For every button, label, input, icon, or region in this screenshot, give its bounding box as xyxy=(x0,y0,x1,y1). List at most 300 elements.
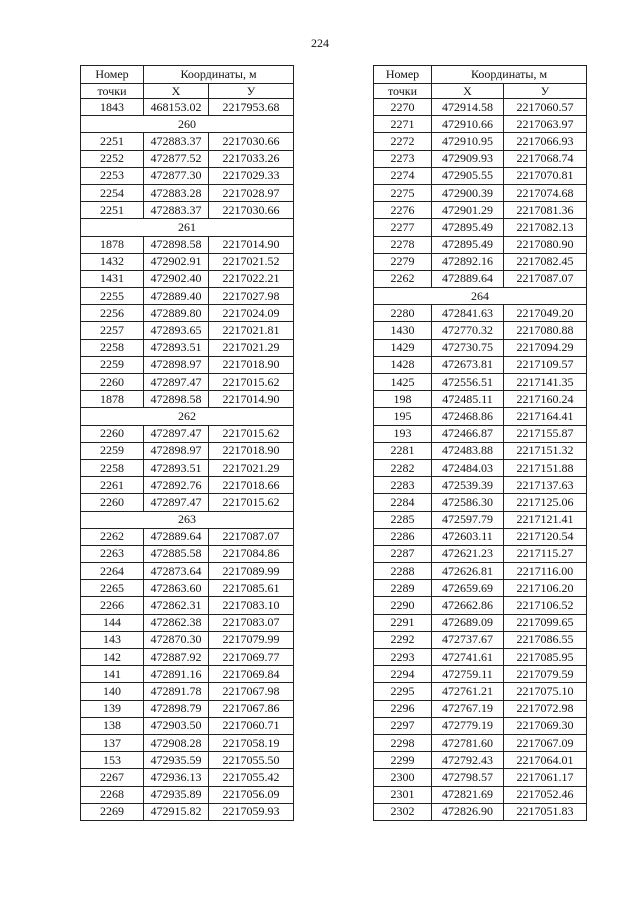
x-coordinate: 472877.52 xyxy=(144,150,209,167)
point-number: 2295 xyxy=(374,683,432,700)
point-number: 2254 xyxy=(81,184,144,201)
point-number: 2280 xyxy=(374,305,432,322)
point-number: 2302 xyxy=(374,803,432,820)
point-number: 2260 xyxy=(81,425,144,442)
x-coordinate: 472770.32 xyxy=(432,322,504,339)
x-coordinate: 472759.11 xyxy=(432,666,504,683)
x-coordinate: 472895.49 xyxy=(432,236,504,253)
table-row xyxy=(374,666,587,683)
x-coordinate: 472905.55 xyxy=(432,167,504,184)
table-row xyxy=(81,597,294,614)
coordinates-table-left xyxy=(80,65,294,821)
x-coordinate: 472870.30 xyxy=(144,631,209,648)
point-number: 193 xyxy=(374,425,432,442)
table-row xyxy=(81,133,294,150)
x-coordinate: 468153.02 xyxy=(144,99,209,116)
y-coordinate: 2217115.27 xyxy=(504,545,587,562)
y-coordinate: 2217015.62 xyxy=(209,425,294,442)
point-number: 137 xyxy=(81,734,144,751)
y-coordinate: 2217072.98 xyxy=(504,700,587,717)
header-coordinates: Координаты, м xyxy=(144,66,294,84)
header-point: Номер xyxy=(374,66,432,84)
table-row xyxy=(374,528,587,545)
table-row xyxy=(81,202,294,219)
table-row xyxy=(81,391,294,408)
table-row xyxy=(81,717,294,734)
table-row xyxy=(81,580,294,597)
y-coordinate: 2217083.07 xyxy=(209,614,294,631)
point-number: 2259 xyxy=(81,356,144,373)
table-row xyxy=(81,734,294,751)
y-coordinate: 2217021.81 xyxy=(209,322,294,339)
x-coordinate: 472862.31 xyxy=(144,597,209,614)
y-coordinate: 2217116.00 xyxy=(504,563,587,580)
table-row xyxy=(81,150,294,167)
y-coordinate: 2217120.54 xyxy=(504,528,587,545)
y-coordinate: 2217028.97 xyxy=(209,184,294,201)
x-coordinate: 472895.49 xyxy=(432,219,504,236)
y-coordinate: 2217030.66 xyxy=(209,202,294,219)
group-row xyxy=(81,511,294,528)
x-coordinate: 472935.59 xyxy=(144,752,209,769)
point-number: 2264 xyxy=(81,563,144,580)
table-row xyxy=(374,322,587,339)
point-number: 141 xyxy=(81,666,144,683)
table-row xyxy=(81,167,294,184)
header-point-2: точки xyxy=(81,84,144,99)
x-coordinate: 472889.80 xyxy=(144,305,209,322)
table-row xyxy=(81,339,294,356)
table-row xyxy=(374,631,587,648)
point-number: 2252 xyxy=(81,150,144,167)
x-coordinate: 472898.79 xyxy=(144,700,209,717)
y-coordinate: 2217068.74 xyxy=(504,150,587,167)
point-number: 2256 xyxy=(81,305,144,322)
point-number: 2301 xyxy=(374,786,432,803)
y-coordinate: 2217058.19 xyxy=(209,734,294,751)
point-number: 139 xyxy=(81,700,144,717)
y-coordinate: 2217087.07 xyxy=(209,528,294,545)
y-coordinate: 2217106.20 xyxy=(504,580,587,597)
point-number: 2294 xyxy=(374,666,432,683)
y-coordinate: 2217021.29 xyxy=(209,459,294,476)
table-row xyxy=(374,425,587,442)
x-coordinate: 472730.75 xyxy=(432,339,504,356)
point-number: 2260 xyxy=(81,374,144,391)
table-row xyxy=(81,236,294,253)
y-coordinate: 2217067.98 xyxy=(209,683,294,700)
table-row xyxy=(374,803,587,820)
y-coordinate: 2217069.30 xyxy=(504,717,587,734)
y-coordinate: 2217155.87 xyxy=(504,425,587,442)
x-coordinate: 472586.30 xyxy=(432,494,504,511)
table-row xyxy=(81,184,294,201)
point-number: 2251 xyxy=(81,202,144,219)
table-row xyxy=(81,356,294,373)
x-coordinate: 472556.51 xyxy=(432,374,504,391)
x-coordinate: 472798.57 xyxy=(432,769,504,786)
y-coordinate: 2217070.81 xyxy=(504,167,587,184)
y-coordinate: 2217051.83 xyxy=(504,803,587,820)
point-number: 2265 xyxy=(81,580,144,597)
table-row xyxy=(374,717,587,734)
header-x: X xyxy=(432,84,504,99)
y-coordinate: 2217084.86 xyxy=(209,545,294,562)
table-row xyxy=(374,99,587,116)
table-row xyxy=(374,202,587,219)
x-coordinate: 472737.67 xyxy=(432,631,504,648)
table-row xyxy=(374,649,587,666)
x-coordinate: 472897.47 xyxy=(144,425,209,442)
point-number: 1425 xyxy=(374,374,432,391)
x-coordinate: 472936.13 xyxy=(144,769,209,786)
y-coordinate: 2217069.84 xyxy=(209,666,294,683)
table-row xyxy=(374,253,587,270)
x-coordinate: 472821.69 xyxy=(432,786,504,803)
point-number: 2278 xyxy=(374,236,432,253)
point-number: 2260 xyxy=(81,494,144,511)
y-coordinate: 2217055.42 xyxy=(209,769,294,786)
y-coordinate: 2217015.62 xyxy=(209,494,294,511)
table-row xyxy=(374,734,587,751)
point-number: 2277 xyxy=(374,219,432,236)
y-coordinate: 2217021.29 xyxy=(209,339,294,356)
y-coordinate: 2217015.62 xyxy=(209,374,294,391)
x-coordinate: 472484.03 xyxy=(432,459,504,476)
x-coordinate: 472779.19 xyxy=(432,717,504,734)
table-row xyxy=(374,786,587,803)
x-coordinate: 472689.09 xyxy=(432,614,504,631)
table-row xyxy=(81,563,294,580)
point-number: 2290 xyxy=(374,597,432,614)
header-coordinates: Координаты, м xyxy=(432,66,587,84)
x-coordinate: 472841.63 xyxy=(432,305,504,322)
y-coordinate: 2217086.55 xyxy=(504,631,587,648)
x-coordinate: 472889.64 xyxy=(432,270,504,287)
x-coordinate: 472891.78 xyxy=(144,683,209,700)
table-row xyxy=(81,288,294,305)
table-row xyxy=(81,649,294,666)
point-number: 2275 xyxy=(374,184,432,201)
x-coordinate: 472761.21 xyxy=(432,683,504,700)
table-row xyxy=(374,683,587,700)
point-number: 2283 xyxy=(374,477,432,494)
y-coordinate: 2217018.90 xyxy=(209,356,294,373)
table-row xyxy=(374,219,587,236)
table-row xyxy=(81,528,294,545)
y-coordinate: 2217055.50 xyxy=(209,752,294,769)
x-coordinate: 472892.76 xyxy=(144,477,209,494)
y-coordinate: 2217082.13 xyxy=(504,219,587,236)
point-number: 1431 xyxy=(81,270,144,287)
x-coordinate: 472893.51 xyxy=(144,339,209,356)
x-coordinate: 472673.81 xyxy=(432,356,504,373)
y-coordinate: 2217052.46 xyxy=(504,786,587,803)
x-coordinate: 472901.29 xyxy=(432,202,504,219)
point-number: 198 xyxy=(374,391,432,408)
table-row xyxy=(81,459,294,476)
x-coordinate: 472626.81 xyxy=(432,563,504,580)
point-number: 2274 xyxy=(374,167,432,184)
table-row xyxy=(81,614,294,631)
group-number: 260 xyxy=(81,116,294,133)
y-coordinate: 2217087.07 xyxy=(504,270,587,287)
x-coordinate: 472621.23 xyxy=(432,545,504,562)
table-row xyxy=(81,477,294,494)
table-row xyxy=(374,236,587,253)
y-coordinate: 2217066.93 xyxy=(504,133,587,150)
point-number: 2286 xyxy=(374,528,432,545)
table-row xyxy=(374,477,587,494)
table-row xyxy=(374,408,587,425)
x-coordinate: 472914.58 xyxy=(432,99,504,116)
group-row xyxy=(81,219,294,236)
x-coordinate: 472873.64 xyxy=(144,563,209,580)
table-row xyxy=(81,683,294,700)
x-coordinate: 472908.28 xyxy=(144,734,209,751)
x-coordinate: 472883.28 xyxy=(144,184,209,201)
x-coordinate: 472539.39 xyxy=(432,477,504,494)
group-number: 261 xyxy=(81,219,294,236)
table-row xyxy=(374,150,587,167)
y-coordinate: 2217069.77 xyxy=(209,649,294,666)
point-number: 1432 xyxy=(81,253,144,270)
y-coordinate: 2217018.66 xyxy=(209,477,294,494)
point-number: 2282 xyxy=(374,459,432,476)
y-coordinate: 2217014.90 xyxy=(209,391,294,408)
x-coordinate: 472781.60 xyxy=(432,734,504,751)
x-coordinate: 472891.16 xyxy=(144,666,209,683)
table-row xyxy=(81,425,294,442)
x-coordinate: 472877.30 xyxy=(144,167,209,184)
y-coordinate: 2217021.52 xyxy=(209,253,294,270)
group-number: 264 xyxy=(374,288,587,305)
table-row xyxy=(81,769,294,786)
table-row xyxy=(81,494,294,511)
x-coordinate: 472885.58 xyxy=(144,545,209,562)
table-row xyxy=(374,614,587,631)
group-row xyxy=(81,116,294,133)
table-row xyxy=(81,322,294,339)
x-coordinate: 472889.64 xyxy=(144,528,209,545)
y-coordinate: 2217060.57 xyxy=(504,99,587,116)
x-coordinate: 472902.91 xyxy=(144,253,209,270)
y-coordinate: 2217079.59 xyxy=(504,666,587,683)
table-row xyxy=(81,99,294,116)
x-coordinate: 472910.95 xyxy=(432,133,504,150)
y-coordinate: 2217160.24 xyxy=(504,391,587,408)
x-coordinate: 472892.16 xyxy=(432,253,504,270)
point-number: 140 xyxy=(81,683,144,700)
y-coordinate: 2217081.36 xyxy=(504,202,587,219)
y-coordinate: 2217067.86 xyxy=(209,700,294,717)
x-coordinate: 472898.97 xyxy=(144,442,209,459)
table-row xyxy=(81,442,294,459)
y-coordinate: 2217056.09 xyxy=(209,786,294,803)
point-number: 1878 xyxy=(81,391,144,408)
table-row xyxy=(81,803,294,820)
coordinates-table-right xyxy=(373,65,587,821)
x-coordinate: 472468.86 xyxy=(432,408,504,425)
x-coordinate: 472485.11 xyxy=(432,391,504,408)
table-row xyxy=(374,545,587,562)
y-coordinate: 2217109.57 xyxy=(504,356,587,373)
table-row xyxy=(374,167,587,184)
table-row xyxy=(374,580,587,597)
point-number: 2279 xyxy=(374,253,432,270)
point-number: 142 xyxy=(81,649,144,666)
point-number: 2261 xyxy=(81,477,144,494)
y-coordinate: 2217027.98 xyxy=(209,288,294,305)
y-coordinate: 2217067.09 xyxy=(504,734,587,751)
table-row xyxy=(81,545,294,562)
table-row xyxy=(374,511,587,528)
header-y: У xyxy=(209,84,294,99)
point-number: 2259 xyxy=(81,442,144,459)
x-coordinate: 472897.47 xyxy=(144,374,209,391)
point-number: 143 xyxy=(81,631,144,648)
point-number: 2273 xyxy=(374,150,432,167)
table-row xyxy=(81,253,294,270)
table-row xyxy=(374,442,587,459)
x-coordinate: 472897.47 xyxy=(144,494,209,511)
y-coordinate: 2217061.17 xyxy=(504,769,587,786)
table-row xyxy=(374,459,587,476)
header-y: У xyxy=(504,84,587,99)
x-coordinate: 472466.87 xyxy=(432,425,504,442)
page-number: 224 xyxy=(311,36,329,50)
point-number: 2269 xyxy=(81,803,144,820)
point-number: 153 xyxy=(81,752,144,769)
point-number: 2258 xyxy=(81,459,144,476)
y-coordinate: 2217075.10 xyxy=(504,683,587,700)
x-coordinate: 472893.51 xyxy=(144,459,209,476)
y-coordinate: 2217106.52 xyxy=(504,597,587,614)
table-row xyxy=(374,494,587,511)
point-number: 2292 xyxy=(374,631,432,648)
y-coordinate: 2217024.09 xyxy=(209,305,294,322)
y-coordinate: 2217033.26 xyxy=(209,150,294,167)
x-coordinate: 472741.61 xyxy=(432,649,504,666)
table-row xyxy=(374,305,587,322)
y-coordinate: 2217137.63 xyxy=(504,477,587,494)
y-coordinate: 2217151.32 xyxy=(504,442,587,459)
x-coordinate: 472903.50 xyxy=(144,717,209,734)
point-number: 138 xyxy=(81,717,144,734)
point-number: 195 xyxy=(374,408,432,425)
x-coordinate: 472898.97 xyxy=(144,356,209,373)
x-coordinate: 472883.37 xyxy=(144,133,209,150)
x-coordinate: 472659.69 xyxy=(432,580,504,597)
x-coordinate: 472767.19 xyxy=(432,700,504,717)
x-coordinate: 472483.88 xyxy=(432,442,504,459)
y-coordinate: 2217083.10 xyxy=(209,597,294,614)
y-coordinate: 2217074.68 xyxy=(504,184,587,201)
y-coordinate: 2217064.01 xyxy=(504,752,587,769)
point-number: 2298 xyxy=(374,734,432,751)
point-number: 2251 xyxy=(81,133,144,150)
point-number: 2293 xyxy=(374,649,432,666)
y-coordinate: 2217164.41 xyxy=(504,408,587,425)
table-row xyxy=(374,752,587,769)
y-coordinate: 2217121.41 xyxy=(504,511,587,528)
y-coordinate: 2217085.61 xyxy=(209,580,294,597)
x-coordinate: 472597.79 xyxy=(432,511,504,528)
table-row xyxy=(81,631,294,648)
point-number: 2263 xyxy=(81,545,144,562)
point-number: 2253 xyxy=(81,167,144,184)
y-coordinate: 2217094.29 xyxy=(504,339,587,356)
point-number: 2262 xyxy=(81,528,144,545)
point-number: 2291 xyxy=(374,614,432,631)
y-coordinate: 2217018.90 xyxy=(209,442,294,459)
x-coordinate: 472893.65 xyxy=(144,322,209,339)
x-coordinate: 472887.92 xyxy=(144,649,209,666)
x-coordinate: 472910.66 xyxy=(432,116,504,133)
y-coordinate: 2217151.88 xyxy=(504,459,587,476)
point-number: 2300 xyxy=(374,769,432,786)
table-row xyxy=(81,374,294,391)
x-coordinate: 472898.58 xyxy=(144,391,209,408)
table-row xyxy=(374,563,587,580)
table-row xyxy=(81,700,294,717)
y-coordinate: 2217049.20 xyxy=(504,305,587,322)
group-row xyxy=(374,288,587,305)
x-coordinate: 472902.40 xyxy=(144,270,209,287)
header-point-2: точки xyxy=(374,84,432,99)
table-row xyxy=(374,270,587,287)
point-number: 2287 xyxy=(374,545,432,562)
table-row xyxy=(374,374,587,391)
x-coordinate: 472826.90 xyxy=(432,803,504,820)
x-coordinate: 472603.11 xyxy=(432,528,504,545)
point-number: 1878 xyxy=(81,236,144,253)
table-row xyxy=(374,597,587,614)
y-coordinate: 2217080.88 xyxy=(504,322,587,339)
table-row xyxy=(81,752,294,769)
y-coordinate: 2217085.95 xyxy=(504,649,587,666)
x-coordinate: 472915.82 xyxy=(144,803,209,820)
point-number: 1430 xyxy=(374,322,432,339)
x-coordinate: 472898.58 xyxy=(144,236,209,253)
y-coordinate: 2217059.93 xyxy=(209,803,294,820)
point-number: 2296 xyxy=(374,700,432,717)
point-number: 2285 xyxy=(374,511,432,528)
point-number: 144 xyxy=(81,614,144,631)
point-number: 1428 xyxy=(374,356,432,373)
point-number: 2284 xyxy=(374,494,432,511)
table-row xyxy=(374,184,587,201)
x-coordinate: 472883.37 xyxy=(144,202,209,219)
y-coordinate: 2217022.21 xyxy=(209,270,294,287)
y-coordinate: 2217060.71 xyxy=(209,717,294,734)
point-number: 2289 xyxy=(374,580,432,597)
header-x: X xyxy=(144,84,209,99)
y-coordinate: 2217125.06 xyxy=(504,494,587,511)
group-number: 262 xyxy=(81,408,294,425)
point-number: 2281 xyxy=(374,442,432,459)
table-row xyxy=(374,700,587,717)
point-number: 2266 xyxy=(81,597,144,614)
y-coordinate: 2217141.35 xyxy=(504,374,587,391)
x-coordinate: 472863.60 xyxy=(144,580,209,597)
x-coordinate: 472862.38 xyxy=(144,614,209,631)
group-row xyxy=(81,408,294,425)
y-coordinate: 2217953.68 xyxy=(209,99,294,116)
y-coordinate: 2217089.99 xyxy=(209,563,294,580)
x-coordinate: 472935.89 xyxy=(144,786,209,803)
x-coordinate: 472792.43 xyxy=(432,752,504,769)
